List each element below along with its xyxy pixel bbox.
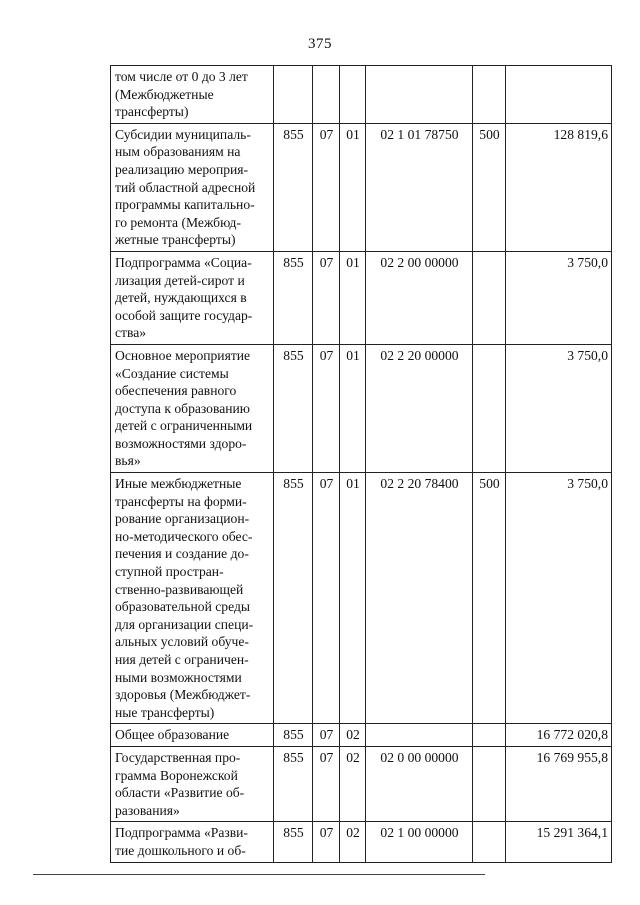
item-name-line: грамма Воронежской [115, 767, 238, 783]
item-name-line: здоровья (Межбюджет- [115, 687, 251, 703]
item-name-line: вья» [115, 453, 141, 469]
amount-cell: 15 291 364,1 [506, 822, 612, 862]
grbs-cell: 855 [274, 746, 313, 821]
table-row [111, 66, 612, 124]
item-name-line: ные трансферты) [115, 704, 215, 720]
expense-type-cell [473, 724, 506, 747]
item-name-line: (Межбюджетные [115, 86, 214, 102]
expense-type-cell [473, 251, 506, 344]
item-name-cell [111, 251, 274, 344]
section-cell: 07 [313, 123, 340, 251]
item-name-line: трансферты на форми- [115, 493, 247, 509]
item-name-line: ственно-развивающей [115, 581, 244, 597]
section-cell: 07 [313, 724, 340, 747]
table-row [111, 746, 612, 821]
section-cell [313, 66, 340, 124]
item-name-line: Субсидии муниципаль- [115, 126, 251, 142]
amount-cell: 128 819,6 [506, 123, 612, 251]
expense-type-cell: 500 [473, 473, 506, 724]
item-name-cell [111, 66, 274, 124]
subsection-cell [340, 66, 366, 124]
item-name-line: Иные межбюджетные [115, 476, 242, 492]
amount-cell: 16 772 020,8 [506, 724, 612, 747]
amount-cell: 16 769 955,8 [506, 746, 612, 821]
item-name-line: ства» [115, 325, 147, 341]
item-name-line: детей с ограниченными [115, 418, 253, 434]
subsection-cell: 01 [340, 344, 366, 472]
page-number: 375 [308, 36, 332, 52]
table-row [111, 473, 612, 724]
item-name-line: области «Развитие об- [115, 785, 245, 801]
budget-table [110, 65, 612, 863]
subsection-cell: 01 [340, 251, 366, 344]
grbs-cell: 855 [274, 123, 313, 251]
item-name-line: том числе от 0 до 3 лет [115, 69, 248, 84]
target-article-cell: 02 0 00 00000 [366, 746, 473, 821]
grbs-cell: 855 [274, 724, 313, 747]
target-article-cell [366, 724, 473, 747]
subsection-cell: 01 [340, 473, 366, 724]
target-article-cell: 02 2 20 78400 [366, 473, 473, 724]
section-cell: 07 [313, 251, 340, 344]
grbs-cell: 855 [274, 473, 313, 724]
subsection-cell: 01 [340, 123, 366, 251]
expense-type-cell: 500 [473, 123, 506, 251]
item-name-line: тий областной адресной [115, 179, 256, 195]
item-name-line: «Создание системы [115, 365, 229, 381]
table-row [111, 724, 612, 747]
grbs-cell [274, 66, 313, 124]
section-cell: 07 [313, 344, 340, 472]
item-name-cell [111, 344, 274, 472]
item-name-line: Государственная про- [115, 749, 241, 765]
item-name-line: Общее образование [115, 727, 230, 743]
item-name-line: ступной простран- [115, 564, 224, 580]
item-name-line: разования» [115, 802, 180, 818]
footer-divider [33, 874, 485, 875]
item-name-line: особой защите государ- [115, 307, 253, 323]
item-name-line: доступа к образованию [115, 400, 250, 416]
subsection-cell: 02 [340, 822, 366, 862]
expense-type-cell [473, 344, 506, 472]
item-name-line: реализацию мероприя- [115, 161, 249, 177]
target-article-cell: 02 2 20 00000 [366, 344, 473, 472]
table-row [111, 251, 612, 344]
subsection-cell: 02 [340, 746, 366, 821]
item-name-cell [111, 822, 274, 862]
item-name-cell [111, 724, 274, 747]
target-article-cell: 02 1 01 78750 [366, 123, 473, 251]
item-name-cell [111, 746, 274, 821]
amount-cell: 3 750,0 [506, 473, 612, 724]
item-name-line: тие дошкольного и об- [115, 842, 246, 858]
item-name-line: возможностями здоро- [115, 435, 247, 451]
expense-type-cell [473, 66, 506, 124]
item-name-line: для организации специ- [115, 616, 254, 632]
grbs-cell: 855 [274, 822, 313, 862]
target-article-cell [366, 66, 473, 124]
section-cell: 07 [313, 822, 340, 862]
item-name-line: детей, нуждающихся в [115, 290, 247, 306]
item-name-line: обеспечения равного [115, 383, 237, 399]
amount-cell: 3 750,0 [506, 344, 612, 472]
budget-table-body [111, 66, 612, 863]
item-name-line: жетные трансферты) [115, 232, 236, 248]
table-row [111, 344, 612, 472]
subsection-cell: 02 [340, 724, 366, 747]
expense-type-cell [473, 746, 506, 821]
item-name-line: трансферты) [115, 104, 189, 120]
table-row [111, 822, 612, 862]
item-name-line: образовательной среды [115, 599, 250, 615]
grbs-cell: 855 [274, 344, 313, 472]
item-name-line: лизация детей-сирот и [115, 272, 245, 288]
table-row [111, 123, 612, 251]
item-name-line: рование организацион- [115, 511, 250, 527]
item-name-cell [111, 123, 274, 251]
item-name-line: Подпрограмма «Социа- [115, 254, 252, 270]
grbs-cell: 855 [274, 251, 313, 344]
item-name-line: программы капитально- [115, 197, 255, 213]
item-name-cell [111, 473, 274, 724]
item-name-line: альных условий обуче- [115, 634, 249, 650]
section-cell: 07 [313, 746, 340, 821]
item-name-line: ными возможностями [115, 669, 242, 685]
item-name-line: Подпрограмма «Разви- [115, 825, 248, 841]
expense-type-cell [473, 822, 506, 862]
item-name-line: го ремонта (Межбюд- [115, 214, 241, 230]
item-name-line: ным образованиям на [115, 144, 241, 160]
item-name-line: ния детей с ограничен- [115, 652, 249, 667]
amount-cell [506, 66, 612, 124]
item-name-line: но-методического обес- [115, 528, 253, 544]
target-article-cell: 02 1 00 00000 [366, 822, 473, 862]
item-name-line: печения и создание до- [115, 546, 249, 562]
amount-cell: 3 750,0 [506, 251, 612, 344]
section-cell: 07 [313, 473, 340, 724]
item-name-line: Основное мероприятие [115, 347, 251, 363]
target-article-cell: 02 2 00 00000 [366, 251, 473, 344]
